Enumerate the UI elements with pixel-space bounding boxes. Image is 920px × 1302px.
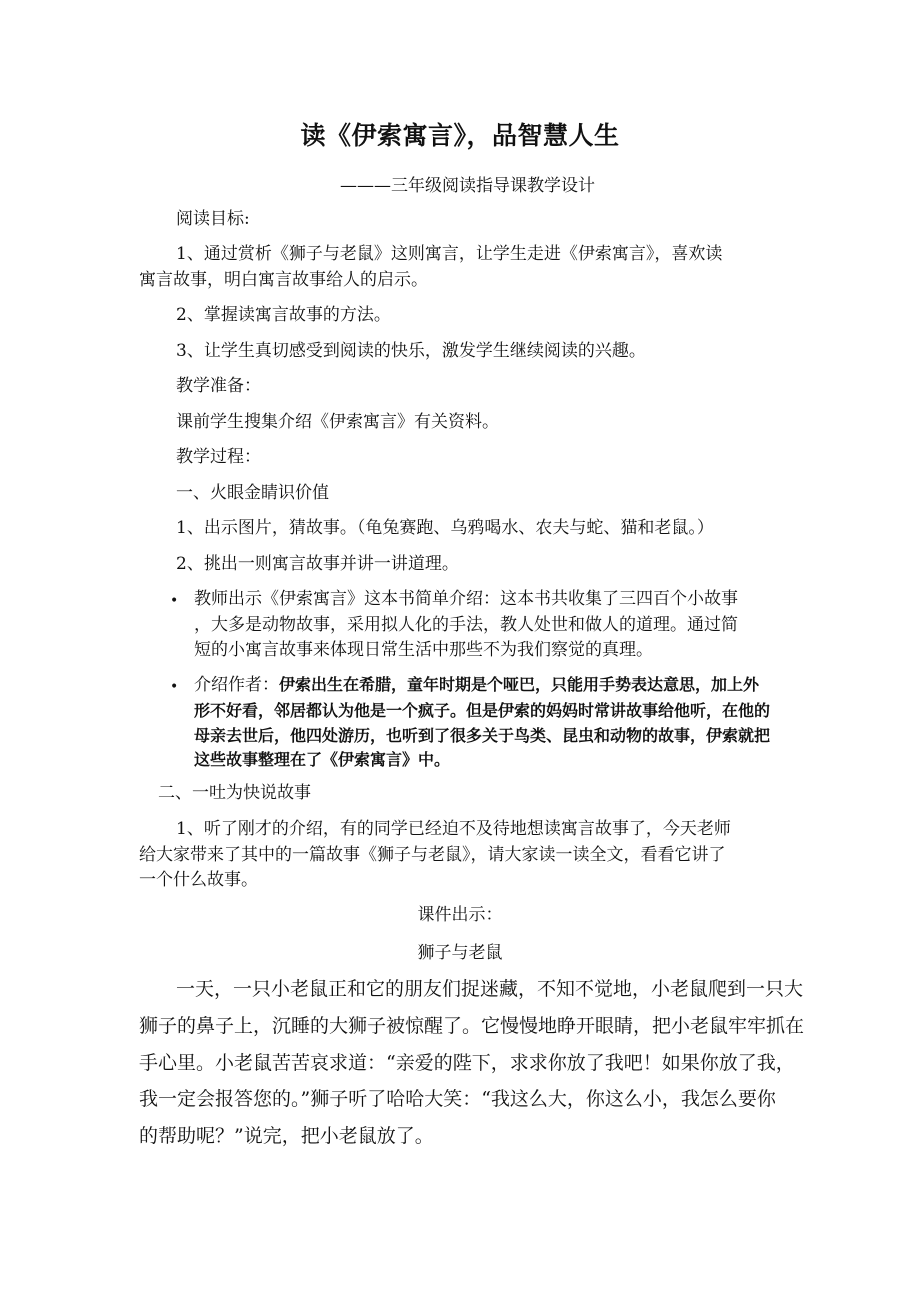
story-line-3: 手心里。小老鼠苦苦哀求道：“亲爱的陛下，求求你放了我吧！如果你放了我， [139, 1052, 795, 1074]
section-2-item-1-line-1: 1、听了刚才的介绍，有的同学已经迫不及待地想读寓言故事了，今天老师 [176, 819, 731, 839]
prep-heading: 教学准备： [176, 376, 261, 396]
author-label: 介绍作者： [194, 675, 279, 695]
bullet-1-line-2: ，大多是动物故事，采用拟人化的手法，教人处世和做人的道理。通过简 [194, 615, 738, 635]
bullet-1-line-1: 教师出示《伊索寓言》这本书简单介绍：这本书共收集了三四百个小故事 [194, 589, 738, 609]
section-2-item-1-line-2: 给大家带来了其中的一篇故事《狮子与老鼠》，请大家读一读全文，看看它讲了 [139, 845, 726, 865]
courseware-label: 课件出示： [417, 905, 503, 925]
section-1-item-1: 1、出示图片，猜故事。（龟兔赛跑、乌鸦喝水、农夫与蛇、猫和老鼠。） [176, 518, 714, 538]
goal-2: 2、掌握读寓言故事的方法。 [176, 305, 391, 325]
bullet-2-marker: • [170, 679, 179, 695]
bullet-1-line-3: 短的小寓言故事来体现日常生活中那些不为我们察觉的真理。 [194, 640, 653, 660]
story-line-5: 的帮助呢？”说完，把小老鼠放了。 [139, 1125, 434, 1147]
goals-heading: 阅读目标: [176, 209, 250, 229]
bullet-2-line-2: 形不好看，邻居都认为他是一个疯子。但是伊索的妈妈时常讲故事给他听，在他的 [194, 701, 771, 720]
bullet-2-line-4: 这些故事整理在了《伊索寓言》中。 [194, 750, 451, 769]
prep-text: 课前学生搜集介绍《伊索寓言》有关资料。 [176, 412, 499, 432]
goal-1-line-2: 寓言故事，明白寓言故事给人的启示。 [139, 270, 428, 290]
author-intro-start: 伊索出生在希腊，童年时期是个哑巴，只能用手势表达意思，加上外 [279, 675, 760, 694]
story-title: 狮子与老鼠 [417, 943, 503, 963]
process-heading: 教学过程： [176, 447, 261, 467]
story-line-4: 我一定会报答您的。”狮子听了哈哈大笑：“我这么大，你这么小，我怎么要你 [139, 1088, 776, 1110]
story-line-2: 狮子的鼻子上，沉睡的大狮子被惊醒了。它慢慢地睁开眼睛，把小老鼠牢牢抓在 [139, 1015, 805, 1037]
section-2-heading: 二、一吐为快说故事 [158, 783, 311, 803]
bullet-2-line-1 [194, 677, 759, 694]
section-1-heading: 一、火眼金睛识价值 [176, 483, 329, 503]
section-1-item-2: 2、挑出一则寓言故事并讲一讲道理。 [176, 554, 459, 574]
page-title: 读《伊索寓言》，品智慧人生 [300, 121, 620, 150]
section-2-item-1-line-3: 一个什么故事。 [139, 870, 258, 890]
goal-3: 3、让学生真切感受到阅读的快乐，激发学生继续阅读的兴趣。 [176, 341, 646, 361]
goal-1-line-1: 1、通过赏析《狮子与老鼠》这则寓言，让学生走进《伊索寓言》，喜欢读 [176, 244, 723, 264]
bullet-2-line-3: 母亲去世后，他四处游历，也听到了很多关于鸟类、昆虫和动物的故事，伊索就把 [194, 726, 771, 745]
bullet-1-marker: • [170, 593, 179, 609]
page-subtitle: ———三年级阅读指导课教学设计 [340, 176, 595, 196]
story-line-1: 一天，一只小老鼠正和它的朋友们捉迷藏，不知不觉地，小老鼠爬到一只大 [176, 978, 804, 1000]
